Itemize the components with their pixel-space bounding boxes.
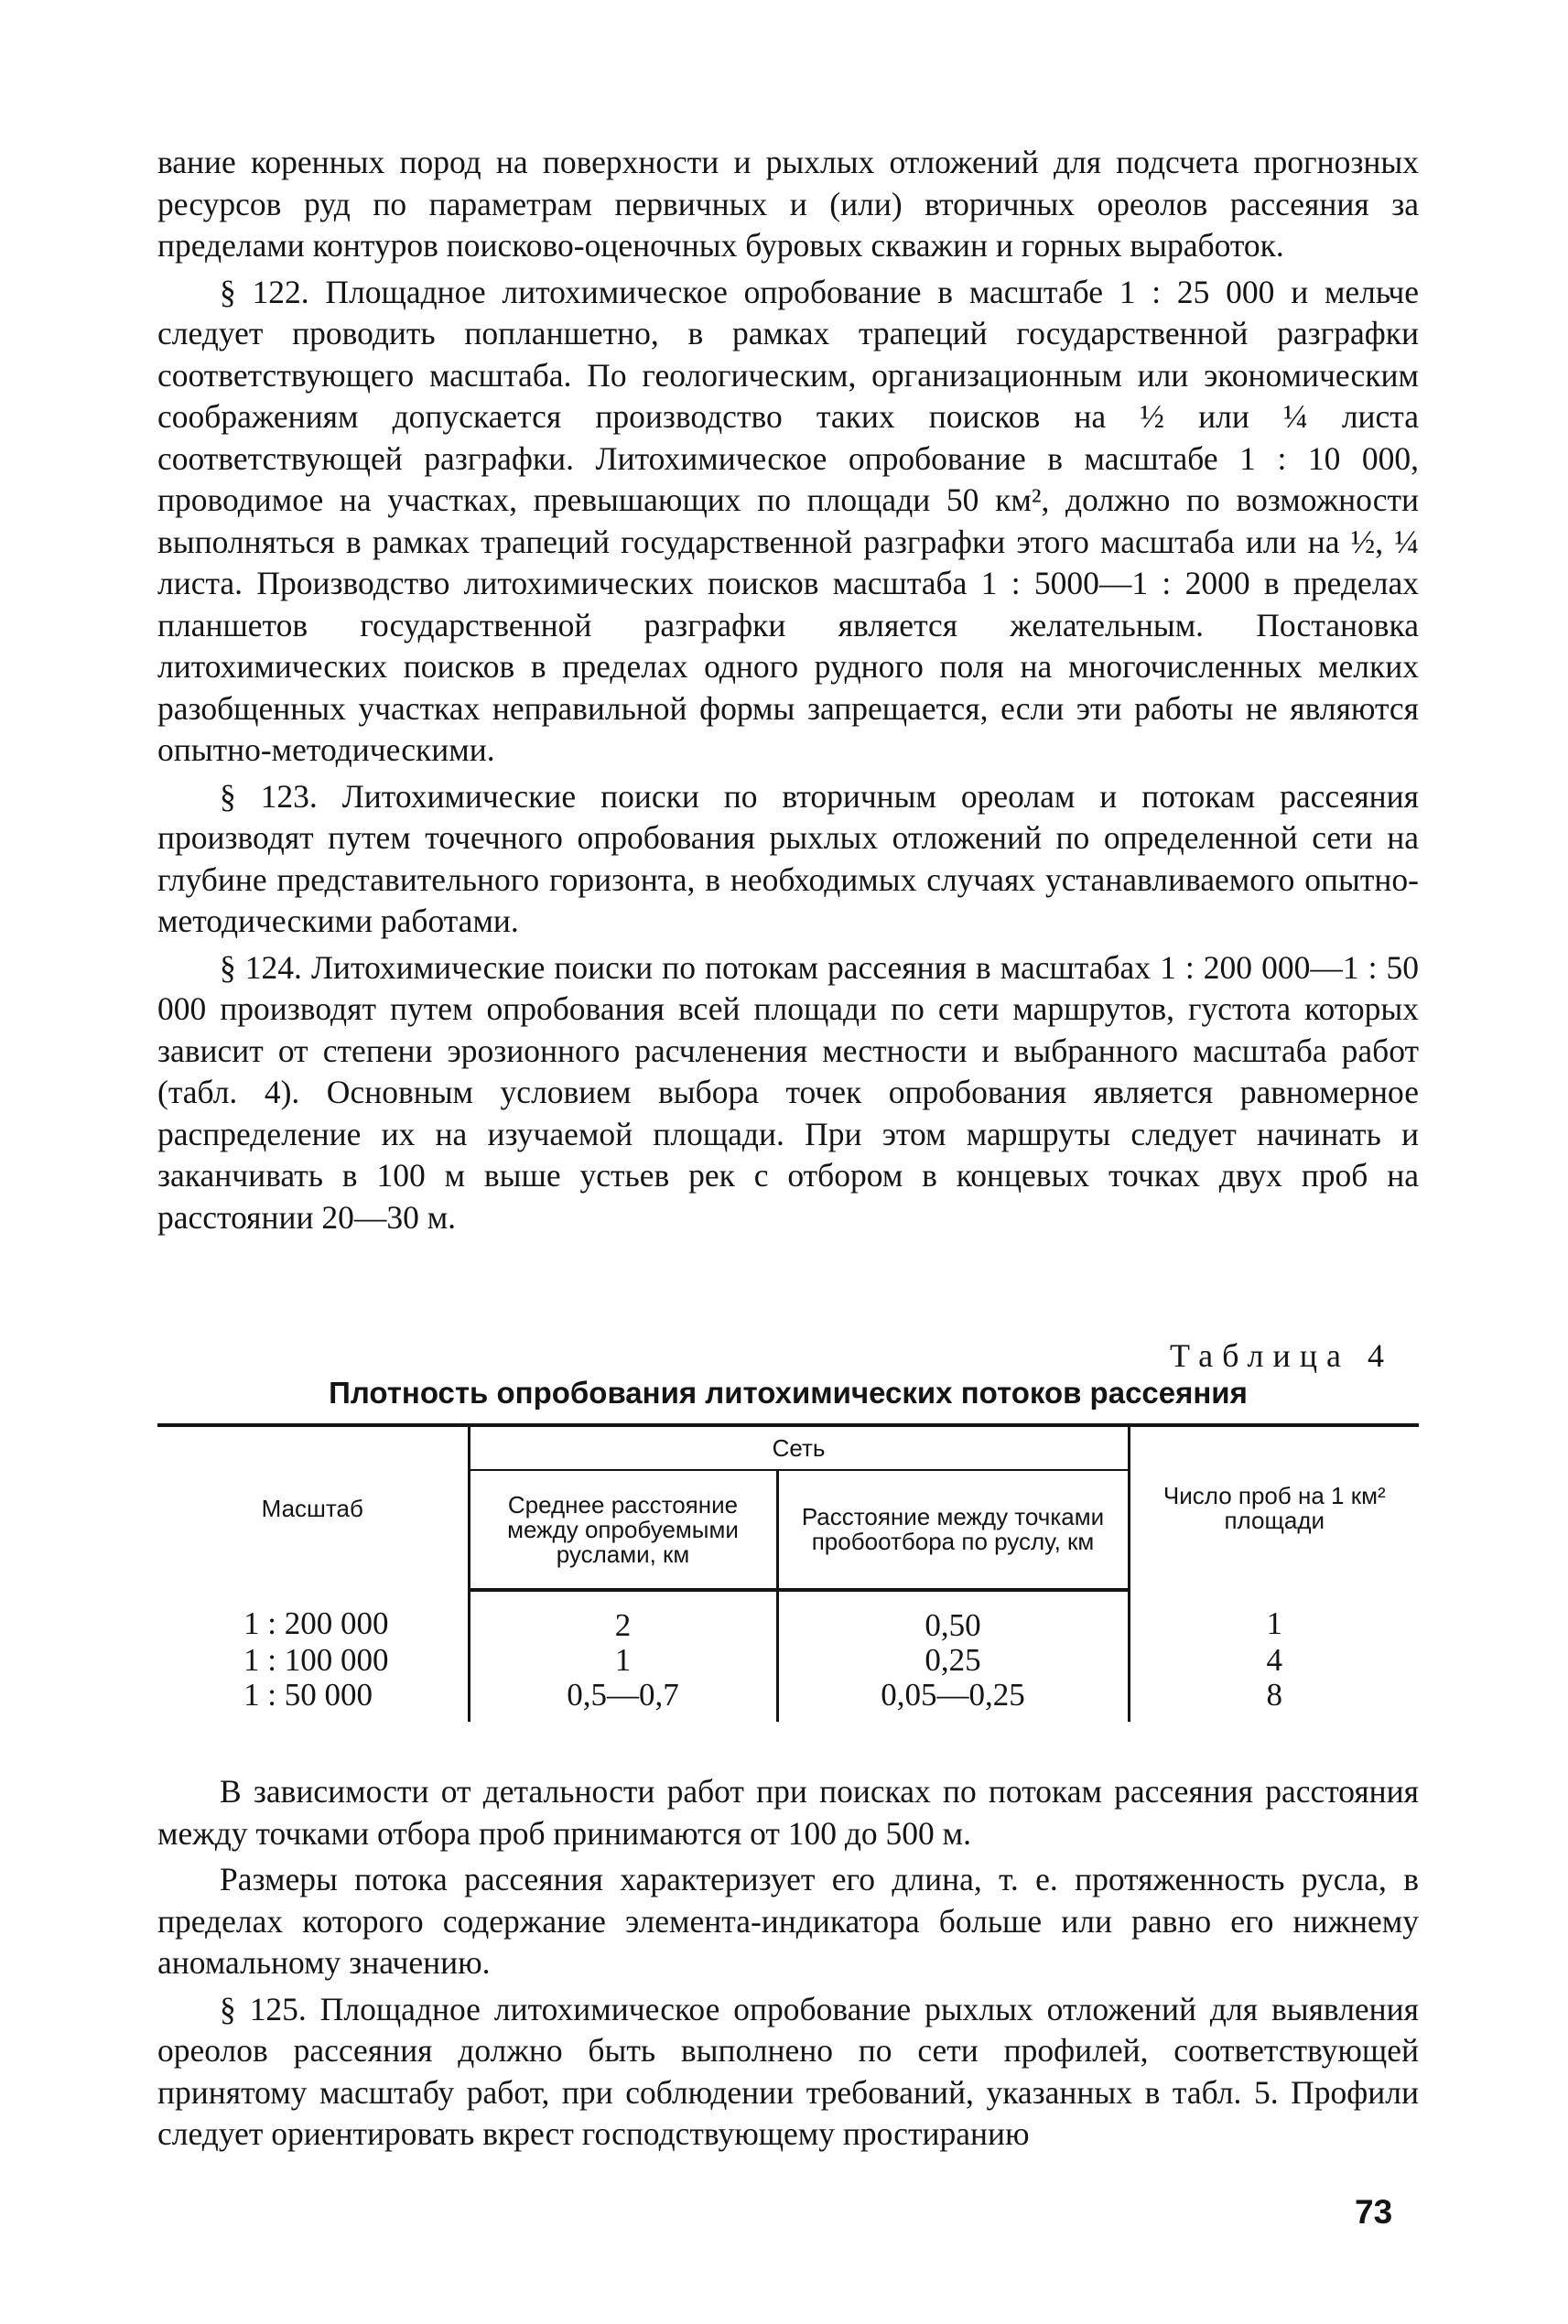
paragraph-123: § 123. Литохимические поиски по вторичным ореолам и потокам рассеяния производят путем точечного опробования рыхлых отложений по определенной сети на глубине представительного горизонта, в необходимых случаях устанавливаемого опытно-методическими работами. — [157, 777, 1419, 939]
table-row — [157, 1643, 1419, 1678]
page-number: 73 — [1355, 2193, 1393, 2231]
cell-avg-distance: 0,5—0,7 — [469, 1678, 777, 1722]
paragraph-flow-size: Размеры потока рассеяния характеризует его длина, т. е. протяженность русла, в пределах которого содержание элемента-индикатора больше или равно его нижнему аномальному значению. — [157, 1861, 1419, 1981]
cell-scale: 1 : 50 000 — [157, 1678, 469, 1722]
body-text-bottom — [157, 1771, 1419, 2160]
cell-point-distance: 0,25 — [777, 1643, 1129, 1678]
table-row — [157, 1590, 1419, 1643]
paragraph-122: § 122. Площадное литохимическое опробование в масштабе 1 : 25 000 и мельче следует проводить попланшетно, в рамках трапеций государственной разграфки соответствующего масштаба. По геологическим, организационным или экономическим соображениям допускается производство таких поисков на ½ или ¼ листа соответствующей разграфки. Литохимическое опробование в масштабе 1 : 10 000, проводимое на участках, превышающих по площади 50 км², должно по возможности выполняться в рамках трапеций государственной разграфки этого масштаба или на ½, ¼ листа. Производство литохимических поисков масштаба 1 : 5000—1 : 2000 в пределах планшетов государственной разграфки является желательным. Постановка литохимических поисков в пределах одного рудного поля на многочисленных мелких разобщенных участках неправильной формы запрещается, если эти работы не являются опытно-методическими. — [157, 273, 1419, 768]
paragraph-125: § 125. Площадное литохимическое опробование рыхлых отложений для выявления ореолов рассеяния должно быть выполнено по сети профилей, соответствующей принятому масштабу работ, при соблюдении требований, указанных в табл. 5. Профили следует ориентировать вкрест господствующему простиранию — [157, 1990, 1419, 2152]
header-point-distance: Расстояние между точками пробоотбора по руслу, км — [777, 1470, 1129, 1590]
header-scale: Масштаб — [157, 1425, 469, 1590]
cell-samples: 1 — [1266, 1605, 1282, 1641]
cell-point-distance: 0,05—0,25 — [777, 1678, 1129, 1722]
cell-samples: 8 — [1266, 1677, 1282, 1713]
header-samples-per-km2: Число проб на 1 км² площади — [1129, 1425, 1419, 1590]
paragraph-distance: В зависимости от детальности работ при поисках по потокам рассеяния расстояния между точками отбора проб принимаются от 100 до 500 м. — [157, 1773, 1419, 1852]
table-title: Плотность опробования литохимических потоков рассеяния — [329, 1376, 1248, 1410]
header-network: Сеть — [469, 1425, 1129, 1470]
cell-scale: 1 : 100 000 — [157, 1643, 469, 1678]
table-label: Таблица 4 — [1170, 1337, 1393, 1374]
header-avg-distance: Среднее расстояние между опробуемыми руслами, км — [469, 1470, 777, 1590]
sampling-density-table — [157, 1423, 1419, 1722]
cell-scale: 1 : 200 000 — [157, 1590, 469, 1643]
paragraph-124: § 124. Литохимические поиски по потокам рассеяния в масштабах 1 : 200 000—1 : 50 000 производят путем опробования всей площади по сети маршрутов, густота которых зависит от степени эрозионного расчленения местности и выбранного масштаба работ (табл. 4). Основным условием выбора точек опробования является равномерное распределение их на изучаемой площади. При этом маршруты следует начинать и заканчивать в 100 м выше устьев рек с отбором в концевых точках двух проб на расстоянии 20—30 м. — [157, 948, 1419, 1236]
body-text-top — [157, 142, 1419, 1243]
paragraph-continuation: вание коренных пород на поверхности и рыхлых отложений для подсчета прогнозных ресурсов руд по параметрам первичных и (или) вторичных ореолов рассеяния за пределами контуров поисково-оценочных буровых скважин и горных выработок. — [157, 144, 1419, 264]
cell-avg-distance: 1 — [469, 1643, 777, 1678]
cell-avg-distance: 2 — [469, 1590, 777, 1643]
cell-samples: 4 — [1266, 1642, 1282, 1678]
table-row — [157, 1678, 1419, 1722]
cell-point-distance: 0,50 — [777, 1590, 1129, 1643]
